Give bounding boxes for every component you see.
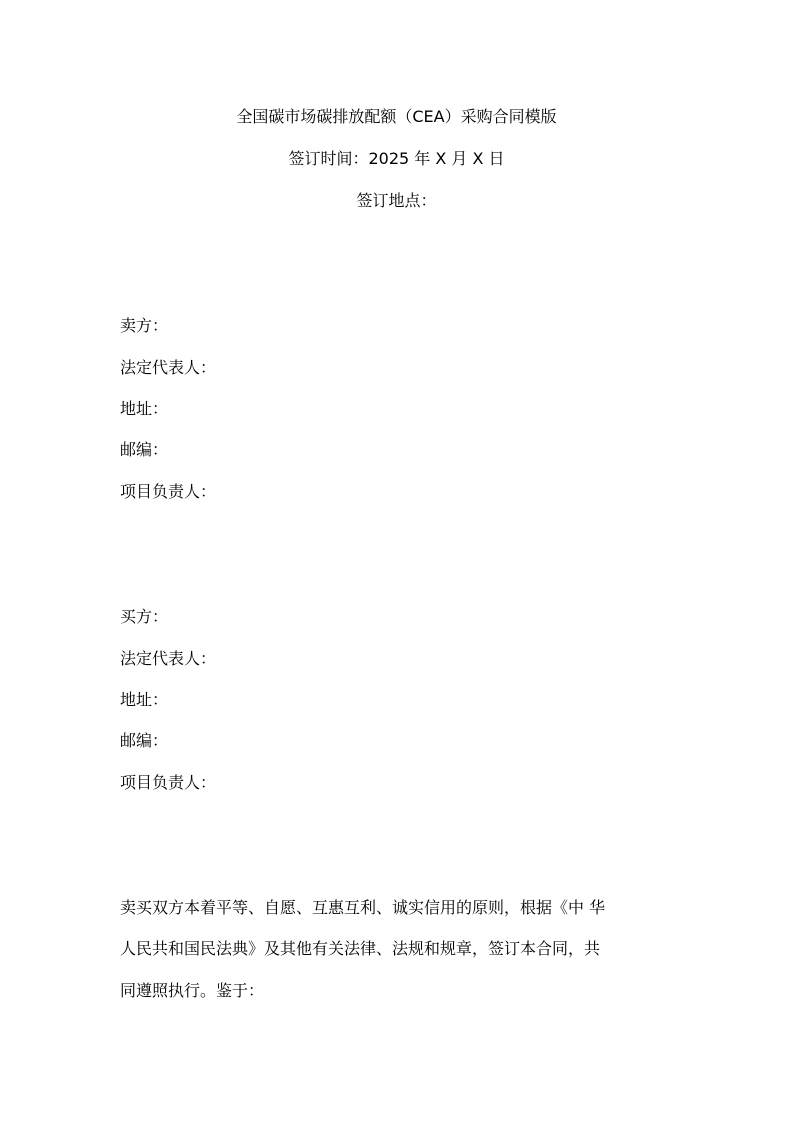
seller-project-lead: 项目负责人： xyxy=(120,482,217,501)
sign-place: 签订地点： xyxy=(356,191,437,210)
seller-postcode: 邮编： xyxy=(120,440,169,459)
seller-label: 卖方： xyxy=(120,316,169,335)
preamble-line-3: 同遵照执行。鉴于： xyxy=(120,981,265,1000)
sign-time: 签订时间：2025 年 X 月 X 日 xyxy=(288,149,505,168)
buyer-project-lead: 项目负责人： xyxy=(120,773,217,792)
seller-legal-rep: 法定代表人： xyxy=(120,358,217,377)
contract-title: 全国碳市场碳排放配额（CEA）采购合同模版 xyxy=(236,107,557,126)
buyer-label: 买方： xyxy=(120,607,169,626)
buyer-address: 地址： xyxy=(120,690,169,709)
seller-address: 地址： xyxy=(120,399,169,418)
preamble-line-1: 卖买双方本着平等、自愿、互惠互利、诚实信用的原则，根据《中 华 xyxy=(120,898,606,917)
buyer-legal-rep: 法定代表人： xyxy=(120,649,217,668)
preamble-line-2: 人民共和国民法典》及其他有关法律、法规和规章，签订本合同，共 xyxy=(120,939,601,958)
buyer-postcode: 邮编： xyxy=(120,731,169,750)
